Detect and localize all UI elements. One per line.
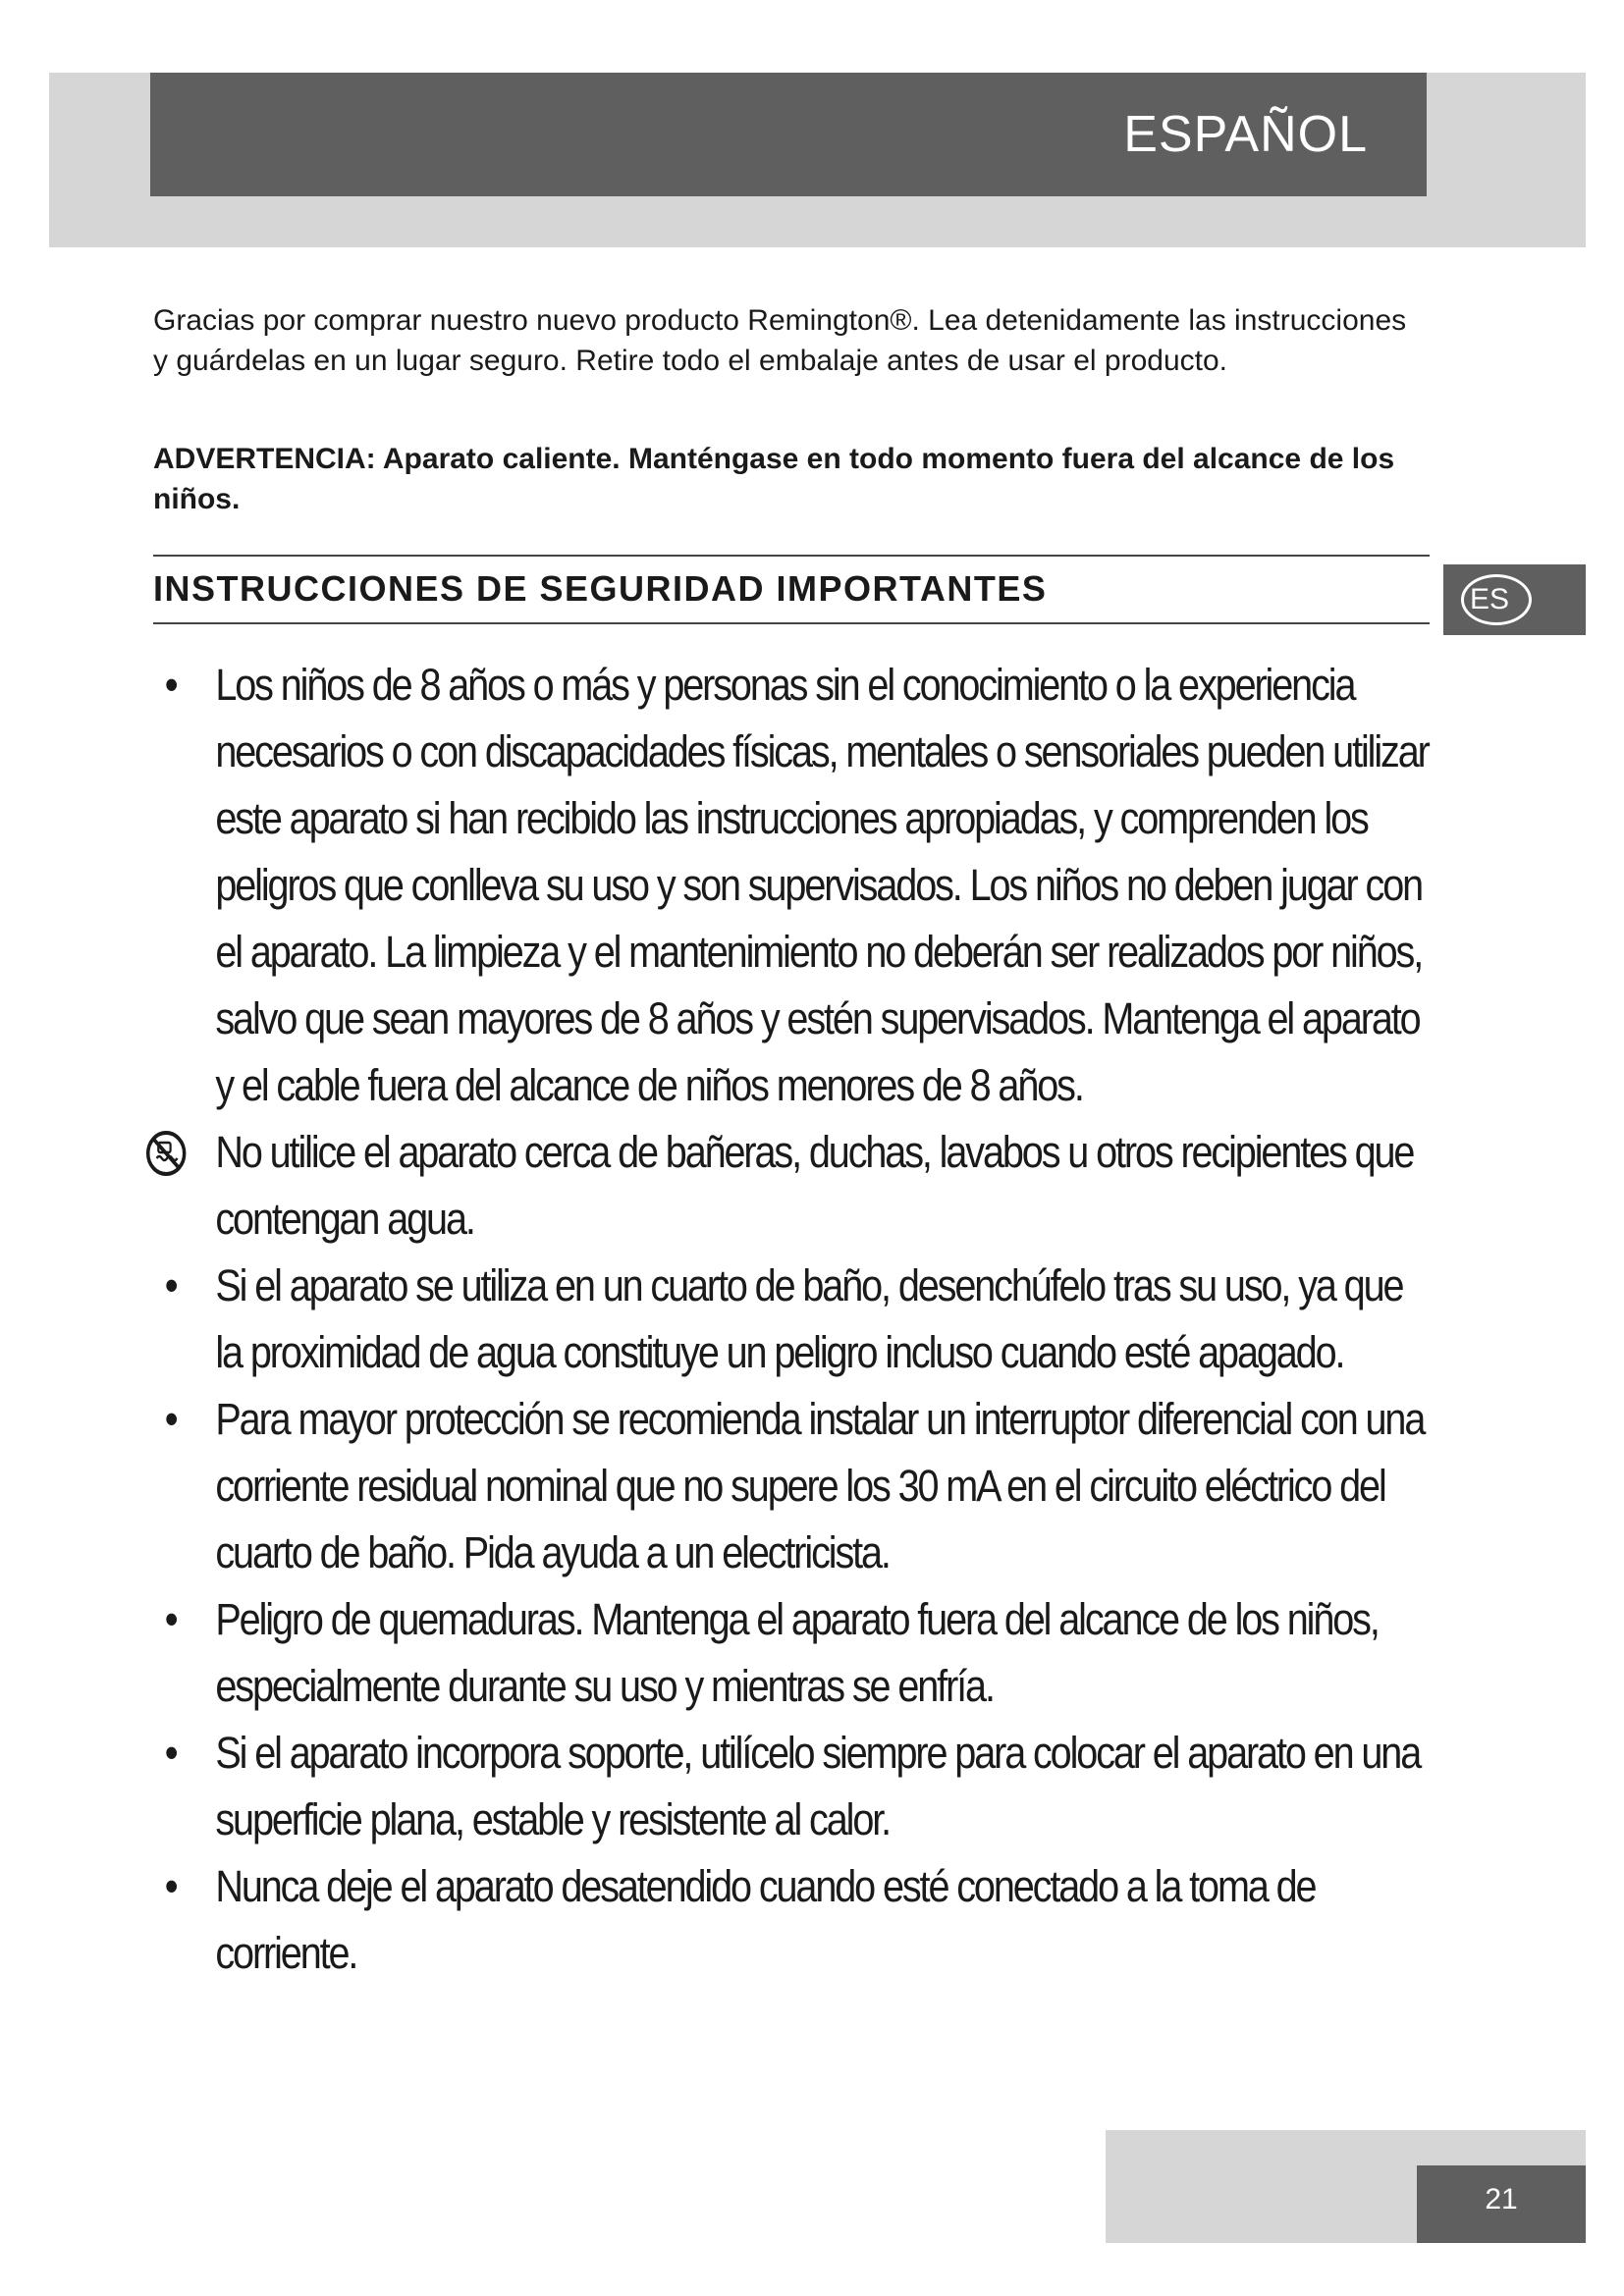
section-rule-top xyxy=(153,555,1430,557)
list-item-text: Los niños de 8 años o más y personas sin el conocimiento o la experiencia necesarios o con discapacidades físicas, mentales o sensoriales pueden utilizar este aparato si han recibido las instrucciones apropiadas, y comprenden los peligros que conlleva su uso y son supervisados. Los niños no deben jugar con el aparato. La limpieza y el mantenimiento no deberán ser realizados por niños, salvo que sean mayores de 8 años y estén supervisados. Mantenga el aparato y el cable fuera del alcance de niños menores de 8 años. xyxy=(215,660,1429,1110)
bullet-marker: • xyxy=(164,1260,177,1310)
language-tab xyxy=(1443,564,1586,635)
list-item-text: Si el aparato se utiliza en un cuarto de baño, desenchúfelo tras su uso, ya que la proximidad de agua constituye un peligro incluso cuando esté apagado. xyxy=(215,1260,1403,1377)
list-item xyxy=(153,1720,1432,1853)
bullet-marker: • xyxy=(164,1594,177,1644)
list-item xyxy=(153,652,1432,1119)
language-badge xyxy=(1461,574,1532,625)
list-item-text: Peligro de quemaduras. Mantenga el aparato fuera del alcance de los niños, especialmente durante su uso y mientras se enfría. xyxy=(215,1594,1379,1711)
language-code: ES xyxy=(1470,583,1510,615)
bullet-marker: • xyxy=(164,1861,177,1911)
list-item-text: No utilice el aparato cerca de bañeras, duchas, lavabos u otros recipientes que contengan agua. xyxy=(215,1127,1414,1244)
safety-instructions-list xyxy=(153,652,1432,1987)
list-item xyxy=(153,1119,1432,1253)
list-item-text: Nunca deje el aparato desatendido cuando esté conectado a la toma de corriente. xyxy=(215,1861,1316,1978)
list-item xyxy=(153,1386,1432,1586)
footer-page-box xyxy=(1417,2165,1586,2243)
no-water-icon xyxy=(144,1129,188,1178)
bullet-marker: • xyxy=(164,1728,177,1778)
list-item xyxy=(153,1853,1432,1987)
list-item xyxy=(153,1586,1432,1720)
list-item-text: Para mayor protección se recomienda instalar un interruptor diferencial con una corriente residual nominal que no supere los 30 mA en el circuito eléctrico del cuarto de baño. Pida ayuda a un electricista. xyxy=(215,1394,1425,1577)
bullet-marker: • xyxy=(164,1394,177,1444)
intro-paragraph: Gracias por comprar nuestro nuevo producto Remington®. Lea detenidamente las instrucciones y guárdelas en un lugar seguro. Retire todo el embalaje antes de usar el producto. xyxy=(153,304,1407,377)
page-number: 21 xyxy=(1485,2183,1518,2216)
section-heading: INSTRUCCIONES DE SEGURIDAD IMPORTANTES xyxy=(153,568,1048,609)
list-item xyxy=(153,1253,1432,1386)
hot-appliance-warning: ADVERTENCIA: Aparato caliente. Manténgase en todo momento fuera del alcance de los niños. xyxy=(153,443,1395,515)
list-item-text: Si el aparato incorpora soporte, utilícelo siempre para colocar el aparato en una superficie plana, estable y resistente al calor. xyxy=(215,1728,1421,1844)
header-title-bar xyxy=(150,73,1427,196)
bullet-marker: • xyxy=(164,660,177,710)
section-rule-bottom xyxy=(153,622,1430,624)
page-language-title: ESPAÑOL xyxy=(1123,106,1368,163)
